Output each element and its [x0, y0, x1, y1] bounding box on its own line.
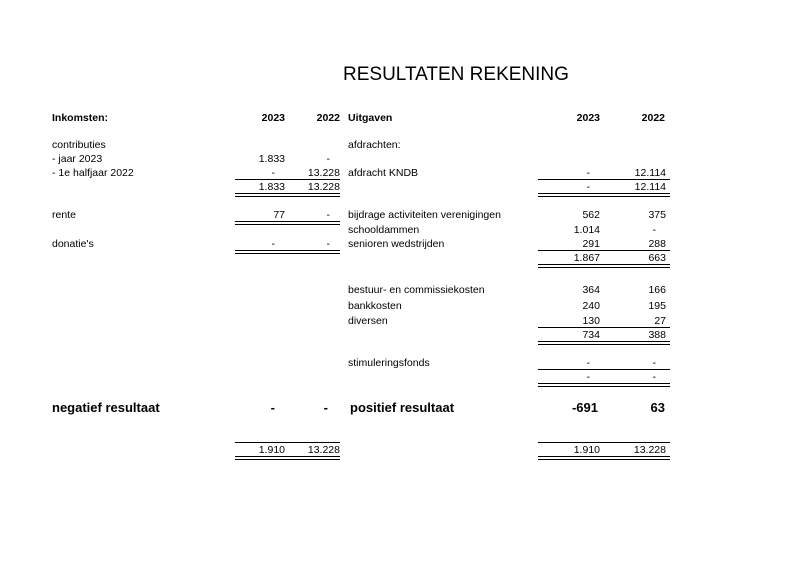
expenses-kosten-subtotal-2023: 734: [582, 329, 600, 341]
expenses-afdracht-line: [538, 179, 670, 180]
expenses-header: Uitgaven: [348, 112, 393, 124]
expenses-bestuur-label: bestuur- en commissiekosten: [348, 284, 485, 296]
income-contrib-double-line: [235, 193, 340, 197]
expenses-senioren-label: senioren wedstrijden: [348, 238, 445, 250]
income-total-double-line: [235, 456, 340, 460]
expenses-stimulering-label: stimuleringsfonds: [348, 357, 430, 369]
expenses-activiteiten-subtotal-2023: 1.867: [573, 252, 600, 264]
expenses-bestuur-2022: 166: [648, 284, 666, 296]
expenses-result-label: positief resultaat: [350, 400, 455, 415]
expenses-total-line: [538, 442, 670, 443]
income-contrib-line: [235, 179, 340, 180]
expenses-kndb-label: afdracht KNDB: [348, 167, 419, 179]
income-year-2023: 2023: [261, 112, 285, 124]
income-rente-label: rente: [52, 209, 76, 221]
income-total-line: [235, 442, 340, 443]
expenses-kndb-2022: 12.114: [634, 167, 666, 179]
expenses-kosten-subtotal-2022: 388: [648, 329, 666, 341]
income-halfjaar-2022: 13.228: [307, 167, 340, 179]
expenses-stimulering-line: [538, 369, 670, 370]
expenses-bankkosten-label: bankkosten: [348, 300, 402, 312]
expenses-schooldammen-2023: 1.014: [573, 224, 600, 236]
expenses-stimulering-2023: -: [586, 357, 590, 369]
income-header: Inkomsten:: [52, 112, 109, 124]
expenses-activiteiten-line: [538, 250, 670, 251]
income-rente-2022: -: [326, 209, 330, 221]
expenses-diversen-2022: 27: [654, 315, 666, 327]
expenses-bijdrage-label: bijdrage activiteiten verenigingen: [348, 209, 501, 221]
expenses-afdrachten-label: afdrachten:: [348, 139, 401, 151]
expenses-diversen-2023: 130: [582, 315, 600, 327]
expenses-activiteiten-double-line: [538, 264, 670, 268]
expenses-year-2022: 2022: [641, 112, 665, 124]
expenses-senioren-2023: 291: [582, 238, 600, 250]
income-donaties-2022: -: [326, 238, 330, 250]
income-result-2022: -: [323, 400, 328, 415]
expenses-bijdrage-2022: 375: [648, 209, 666, 221]
expenses-activiteiten-subtotal-2022: 663: [648, 252, 666, 264]
expenses-total-2023: 1.910: [573, 444, 600, 456]
expenses-afdracht-double-line: [538, 193, 670, 197]
expenses-bijdrage-2023: 562: [582, 209, 600, 221]
income-contributies-label: contributies: [52, 139, 106, 151]
expenses-kosten-line: [538, 327, 670, 328]
expenses-stimulering-double-line: [538, 383, 670, 387]
income-halfjaar-2023: -: [271, 167, 275, 179]
income-donaties-2023: -: [271, 238, 275, 250]
expenses-schooldammen-label: schooldammen: [348, 224, 420, 236]
income-jaar2023-2022: -: [326, 153, 330, 165]
expenses-diversen-label: diversen: [348, 315, 388, 327]
income-total-2023: 1.910: [258, 444, 285, 456]
expenses-afdracht-subtotal-2023: -: [586, 181, 590, 193]
expenses-year-2023: 2023: [576, 112, 600, 124]
income-rente-double-line: [235, 221, 340, 225]
income-donaties-double-line: [235, 250, 340, 254]
income-result-label: negatief resultaat: [52, 400, 160, 415]
expenses-stimulering-2022: -: [652, 357, 656, 369]
income-contrib-subtotal-2023: 1.833: [258, 181, 285, 193]
income-contrib-subtotal-2022: 13.228: [307, 181, 340, 193]
income-result-2023: -: [270, 400, 275, 415]
income-jaar2023-label: - jaar 2023: [52, 153, 103, 165]
income-year-2022: 2022: [316, 112, 340, 124]
income-total-2022: 13.228: [307, 444, 340, 456]
income-rente-2023: 77: [273, 209, 285, 221]
income-jaar2023-2023: 1.833: [258, 153, 285, 165]
expenses-schooldammen-2022: -: [652, 224, 656, 236]
expenses-afdracht-subtotal-2022: 12.114: [634, 181, 666, 193]
expenses-kosten-double-line: [538, 341, 670, 345]
expenses-bestuur-2023: 364: [582, 284, 600, 296]
expenses-stimulering-subtotal-2023: -: [586, 371, 590, 383]
income-halfjaar-label: - 1e halfjaar 2022: [52, 167, 134, 179]
expenses-result-2023: -691: [571, 400, 598, 415]
expenses-stimulering-subtotal-2022: -: [652, 371, 656, 383]
expenses-bankkosten-2023: 240: [582, 300, 600, 312]
income-donaties-label: donatie's: [52, 238, 94, 250]
expenses-senioren-2022: 288: [648, 238, 666, 250]
expenses-total-double-line: [538, 456, 670, 460]
expenses-kndb-2023: -: [586, 167, 590, 179]
expenses-bankkosten-2022: 195: [648, 300, 666, 312]
page-title: RESULTATEN REKENING: [343, 64, 569, 85]
expenses-result-2022: 63: [650, 400, 665, 415]
expenses-total-2022: 13.228: [633, 444, 666, 456]
